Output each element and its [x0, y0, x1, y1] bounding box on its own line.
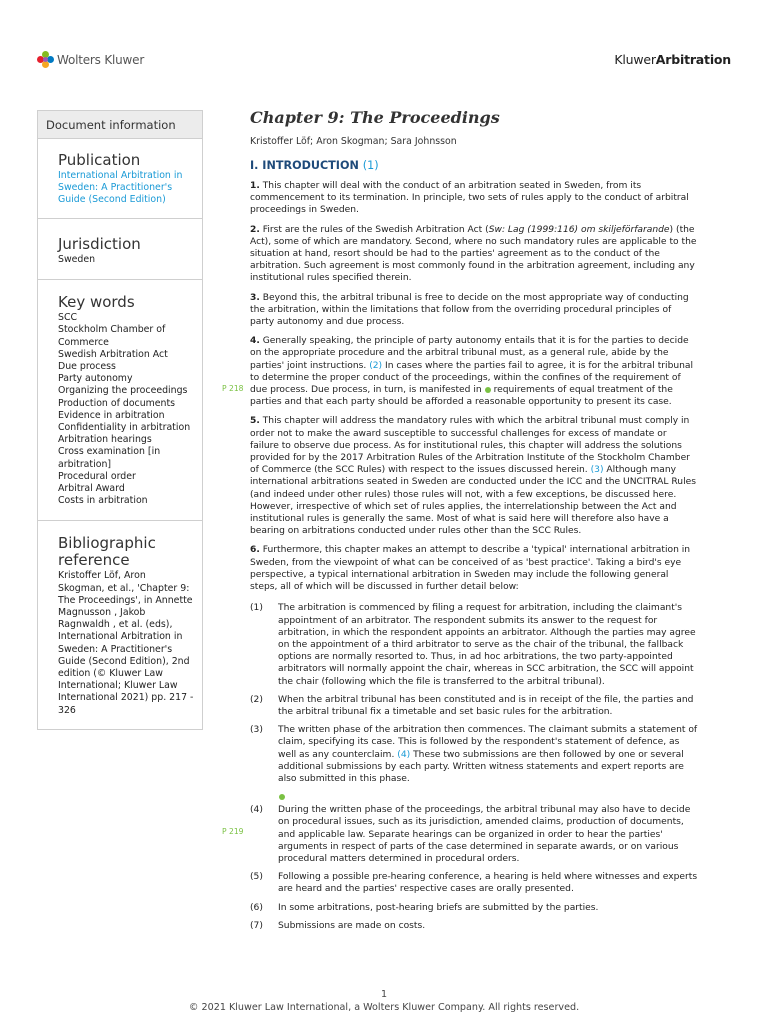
jurisdiction-value: Sweden	[58, 254, 96, 265]
keyword-item: Swedish Arbitration Act	[58, 348, 168, 360]
paragraph-text: This chapter will deal with the conduct of an arbitration seated in Sweden, from its commencement to its termination. In principle, two sets of rules apply to the conduct of arbitral proceedings in Sweden.	[250, 181, 689, 216]
brand-light: Kluwer	[614, 52, 656, 67]
paragraph-number: 1.	[250, 181, 260, 191]
list-item-text: Following a possible pre-hearing conference, a hearing is held where witnesses and experts are heard and the parties' respective cases are orally presented.	[278, 872, 698, 895]
paragraph-text: Generally speaking, the principle of party autonomy entails that it is for the parties to decide on the appropriate procedure and the arbitral tribunal must, as a general rule, abide by the parties' joint instructions.	[250, 336, 689, 371]
document-information-panel	[37, 110, 203, 730]
italic-act-title: Sw: Lag (1999:116) om skiljeförfarande	[488, 224, 670, 235]
jurisdiction-title: Jurisdiction	[58, 235, 141, 253]
bibliographic-section	[38, 521, 202, 728]
paragraph-text: This chapter will address the mandatory rules with which the arbitral tribunal must comply in order not to make the award susceptible to successful challenges for excess of mandate or failure to observe due process. As for institutional rules, this chapter will address the solutions provided for by the 2017 Arbitration Rules of the Arbitration Institute of the Stockholm Chamber of Commerce (the SCC Rules) with respect to the issues discussed herein.	[250, 416, 690, 476]
page-break-row	[250, 791, 698, 801]
paragraph-text: Furthermore, this chapter makes an attempt to describe a 'typical' international arbitration in Sweden, from the viewpoint of what can be conceived of as 'best practice'. Taking a bird's eye perspective, a typical international arbitration in Sweden may include the following general steps, all of which will be discussed in further detail below:	[250, 545, 691, 593]
keywords-section	[38, 280, 202, 521]
paragraph-4	[250, 335, 698, 408]
keyword-item: Party autonomy	[58, 373, 133, 385]
copyright-notice: © 2021 Kluwer Law International, a Wolters Kluwer Company. All rights reserved.	[188, 1002, 580, 1013]
authors: Kristoffer Löf; Aron Skogman; Sara Johnsson	[250, 136, 457, 147]
footnote-link[interactable]: (1)	[362, 159, 379, 172]
list-item	[250, 920, 698, 932]
keyword-item: Procedural order	[58, 470, 136, 482]
list-item-number: (7)	[250, 920, 263, 931]
paragraph-6	[250, 544, 698, 593]
list-item-number: (6)	[250, 902, 263, 913]
list-item-text: The arbitration is commenced by filing a request for arbitration, including the claimant's appointment of an arbitrator. The respondent submits its answer to the request for arbitration, in which the respondent appoints an arbitrator. Although the parties may agree on the appointment of a third arbitrator to serve as the chair of the tribunal, the fallback options are normally resorted to. Thus, in ad hoc arbitrations, the two party-appointed arbitrators will normally appoint the chair, whereas in SCC arbitration, the SCC will appoint the chair (following which the file is transferred to the arbitral tribunal).	[278, 603, 696, 687]
keyword-item: Organizing the proceedings	[58, 385, 188, 397]
paragraph-text: ) (the Act), some of which are mandatory. Second, where no such mandatory rules are applicable to the situation at hand, resort should be had to the parties' agreement as to the conduct of the arbitration. Such agreement is most commonly found in the arbitration agreement, including any institutional rules specified therein.	[250, 224, 697, 284]
bibliographic-value: Kristoffer Löf, Aron Skogman, et al., 'Chapter 9: The Proceedings', in Annette Magnusson , Jakob Ragnwaldh , et al. (eds), International Arbitration in Sweden: A Practitioner's Guide (Second Edition), 2nd edition (© Kluwer Law International; Kluwer Law International 2021) pp. 217 - 326	[58, 570, 194, 716]
paragraph-3	[250, 292, 698, 329]
paragraph-number: 4.	[250, 336, 260, 347]
paragraph-text: Beyond this, the arbitral tribunal is free to decide on the most appropriate way of conducting the arbitration, within the limitations that follow from the overriding procedural principles of party autonomy and due process.	[250, 292, 689, 328]
list-item-text: When the arbitral tribunal has been constituted and is in receipt of the file, the parties and the arbitral tribunal fix a timetable and set basic rules for the arbitration.	[278, 694, 694, 717]
paragraph-1	[250, 180, 698, 217]
footnote-link[interactable]: (4)	[397, 749, 411, 760]
list-item-number: (2)	[250, 694, 263, 705]
list-item-number: (3)	[250, 725, 263, 736]
keyword-item: Costs in arbitration	[58, 495, 148, 507]
list-item-text: In some arbitrations, post-hearing briefs are submitted by the parties.	[278, 902, 599, 913]
chapter-content	[250, 107, 698, 938]
page-marker-219: P 219	[222, 827, 244, 836]
keyword-item: Evidence in arbitration	[58, 409, 165, 421]
keyword-item: Confidentiality in arbitration	[58, 422, 191, 434]
page-marker-218: P 218	[222, 384, 244, 393]
footnote-link[interactable]: (2)	[369, 360, 383, 371]
paragraph-2	[250, 224, 698, 285]
keyword-item: Arbitration hearings	[58, 434, 152, 446]
list-item	[250, 902, 698, 914]
list-item	[250, 724, 698, 785]
paragraph-text: requirements of equal treatment of the parties and that each party should be afforded a reasonable opportunity to present its case.	[250, 385, 673, 408]
list-item-text: These two submissions are then followed by one or several additional submissions by each party. Written witness statements and expert reports are also submitted in this phase.	[278, 749, 684, 784]
section-heading-text: I. INTRODUCTION	[250, 159, 359, 172]
page-number: 1	[380, 989, 388, 1000]
page-break-marker-icon	[485, 387, 491, 393]
paragraph-text: First are the rules of the Swedish Arbitration Act (	[262, 224, 489, 235]
keyword-item: Cross examination [in arbitration]	[58, 446, 161, 470]
paragraph-5	[250, 415, 698, 537]
kluwer-arbitration-brand[interactable]	[614, 52, 731, 67]
paragraph-text: In cases where the parties fail to agree, it is for the arbitral tribunal to determine the proper conduct of the proceedings, within the confines of the requirement of due process. Due process, in turn, is manifested in	[250, 360, 694, 396]
keyword-item: Due process	[58, 361, 116, 373]
bibliographic-title: Bibliographic reference	[58, 534, 156, 570]
list-item	[250, 804, 698, 865]
chapter-title: Chapter 9: The Proceedings	[250, 108, 500, 127]
keyword-item: SCC	[58, 312, 78, 324]
brand-bold: Arbitration	[655, 52, 731, 67]
keywords-list	[58, 312, 194, 507]
page-break-marker-icon	[279, 794, 285, 800]
list-item-text: The written phase of the arbitration then commences. The claimant submits a statement of claim, specifying its case. This is followed by the respondent's statement of defence, as well as any counterclaim.	[278, 725, 698, 760]
keyword-item: Production of documents	[58, 397, 176, 409]
list-item	[250, 694, 698, 718]
list-item-number: (4)	[250, 805, 263, 816]
paragraph-number: 3.	[250, 292, 260, 303]
list-item-number: (1)	[250, 603, 263, 614]
keywords-title: Key words	[58, 293, 135, 312]
wolters-kluwer-logo[interactable]	[37, 51, 144, 68]
publication-title: Publication	[58, 151, 141, 169]
keyword-item: Stockholm Chamber of Commerce	[58, 324, 166, 348]
section-heading	[250, 158, 698, 173]
publication-link[interactable]: International Arbitration in Sweden: A Practitioner's Guide (Second Edition)	[58, 170, 183, 205]
steps-list	[250, 602, 698, 932]
logo-text: Wolters Kluwer	[57, 52, 145, 67]
paragraph-text: Although many international arbitrations seated in Sweden are conducted under the ICC and the UNCITRAL Rules (and indeed under other rules) those rules will not, with a few exceptions, be discussed here. However, irrespective of which set of rules applies, the interrelationship between the Act and institutional rules is generally the same. Most of what is said here will therefore also have a bearing on arbitrations conducted under rules other than the SCC Rules.	[250, 465, 696, 537]
paragraph-number: 6.	[250, 545, 260, 556]
footnote-link[interactable]: (3)	[590, 465, 604, 476]
list-item-text-wrap	[278, 724, 698, 785]
list-item	[250, 602, 698, 687]
keyword-item: Arbitral Award	[58, 483, 125, 495]
wolters-kluwer-logo-icon	[37, 51, 54, 68]
publication-section	[38, 139, 202, 219]
list-item-number: (5)	[250, 872, 263, 883]
list-item-text: Submissions are made on costs.	[278, 920, 426, 931]
paragraph-number: 5.	[250, 416, 260, 427]
list-item	[250, 871, 698, 895]
jurisdiction-section	[38, 219, 202, 280]
list-item-text: During the written phase of the proceedings, the arbitral tribunal may also have to decide on procedural issues, such as its jurisdiction, amended claims, production of documents, and applicable law. Separate hearings can be organized in order to hear the parties' arguments in respect of parts of the case determined in separate awards, or on various procedural matters determined in procedural orders.	[278, 805, 691, 864]
document-information-header: Document information	[38, 111, 202, 139]
paragraph-number: 2.	[250, 224, 260, 235]
